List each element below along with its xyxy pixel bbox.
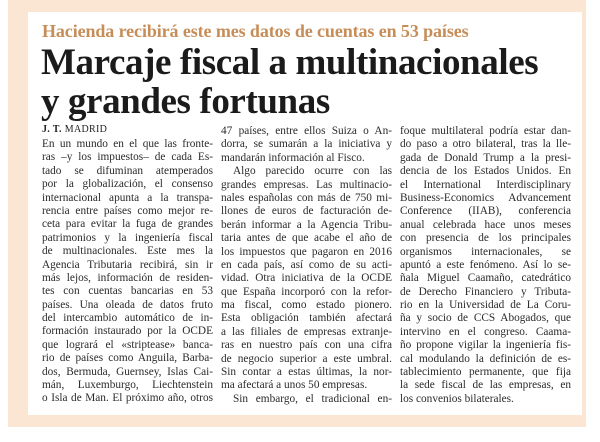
body-text-line: ma afectará a unos 50 empresas. (221, 379, 368, 392)
body-text-line: rio en la Universidad de La Coru- (400, 299, 571, 312)
body-text-line: por la globalización, el consenso (42, 178, 213, 191)
body-text-line: ras en nuestro país con una cifra (221, 339, 392, 352)
body-text-line: nales españolas con más de 750 mi- (221, 191, 392, 204)
body-text-line: que España incorporó con la refor- (221, 285, 392, 298)
body-text-line: grandes empresas. Las multinacio- (221, 178, 392, 191)
body-text-line: llones de euros de facturación de- (221, 205, 392, 218)
body-text-line: Sin embargo, el tradicional en- (233, 392, 392, 405)
body-text-line: Esta obligación también afectará (221, 312, 392, 325)
body-text-line: rio de países como Anguila, Barba- (42, 352, 213, 365)
body-text-line: organismos internacionales, se (400, 245, 571, 258)
body-text-line: Algo parecido ocurre con las (233, 165, 392, 178)
article-headline (41, 43, 538, 121)
body-text-line: ña y socio de CCS Abogados, que (400, 312, 571, 325)
body-text-line: Business-Economics Advancement (400, 191, 571, 204)
body-text-line: los convenios bilaterales. (400, 392, 514, 405)
body-text-line: de negocio superior a este umbral. (221, 352, 392, 365)
body-text-line: rencia entre países como mejor re- (42, 204, 213, 217)
body-text-line: del intercambio automático de in- (42, 312, 213, 325)
body-text-line: patrimonios y la ingeniería fiscal (42, 231, 213, 244)
body-text-line: el International Interdisciplinary (400, 178, 571, 191)
body-text-line: la sede fiscal de las empresas, en (400, 379, 571, 392)
body-text-line: formación instaurado por la OCDE (42, 325, 213, 338)
body-text-line: ceta para evitar la fuga de grandes (42, 218, 213, 231)
body-text-line: ras –y los impuestos– de cada Es- (42, 151, 213, 164)
article-clipping-frame (8, 0, 586, 427)
article-column-3 (400, 125, 571, 406)
article-kicker: Hacienda recibirá este mes datos de cuentas en 53 países (42, 21, 469, 41)
headline-line: Marcaje fiscal a multinacionales (41, 42, 539, 83)
body-text-line: o Isla de Man. El próximo año, otros (42, 392, 213, 405)
body-text-line: que logrará el «striptease» banca- (42, 338, 213, 351)
body-text-line: 47 países, entre ellos Suiza o An- (221, 125, 392, 137)
body-text-line: berán informar a la Agencia Tribu- (221, 218, 392, 231)
body-text-line: más lejos, información de residen- (42, 271, 213, 284)
body-text-line: tablecimiento permanente, que fija (400, 366, 571, 379)
body-text-line: ñala Miguel Caamaño, catedrático (400, 272, 571, 285)
body-text-line: países. Una oleada de datos fruto (42, 298, 213, 311)
body-text-line: a las filiales de empresas extranje- (221, 325, 392, 338)
body-text-line: ma fiscal, como estado pionero. (221, 299, 392, 312)
byline (42, 124, 107, 135)
body-text-line: en cada país, así como de su acti- (221, 258, 392, 271)
byline-author: J. T. (42, 124, 62, 135)
article-column-1 (42, 138, 213, 406)
body-text-line: anual celebrada hace unos meses (400, 218, 571, 231)
article-sheet (28, 12, 582, 415)
body-text-line: internacional apunta a la transpa- (42, 191, 213, 204)
body-text-line: de multinacionales. Este mes la (42, 245, 213, 258)
body-text-line: Agencia Tributaria recibirá, sin ir (42, 258, 213, 271)
body-text-line: do paso a otro bilateral, tras la lle- (400, 138, 571, 151)
byline-location: MADRID (64, 124, 108, 135)
article-column-2 (221, 125, 392, 406)
body-text-line: tes con cuentas bancarias en 53 (42, 285, 213, 298)
body-text-line: intervino en el congreso. Caama- (400, 325, 571, 338)
body-text-line: con presencia de los principales (400, 232, 571, 245)
body-text-line: cal modulando la definición de es- (400, 352, 571, 365)
body-text-line: mán, Luxemburgo, Liechtenstein (42, 379, 213, 392)
body-text-line: vidad. Otra iniciativa de la OCDE (221, 272, 392, 285)
body-text-line: Conference (IIAB), conferencia (400, 205, 571, 218)
body-text-line: ño propone vigilar la ingeniería fis- (400, 339, 571, 352)
body-text-line: dorra, se sumarán a la iniciativa y (221, 138, 392, 151)
body-text-line: de Derecho Financiero y Tributa- (400, 285, 571, 298)
body-text-line: En un mundo en el que las fronte- (42, 138, 213, 150)
body-text-line: tado se difuminan atemperados (42, 164, 213, 177)
body-text-line: dos, Bermuda, Guernsey, Islas Cai- (42, 365, 213, 378)
body-text-line: taria antes de que acabe el año de (221, 232, 392, 245)
body-text-line: foque multilateral podría estar dan- (400, 125, 571, 137)
body-text-line: apuntó a este fenómeno. Así lo se- (400, 258, 571, 271)
headline-line: y grandes fortunas (41, 81, 330, 122)
body-text-line: gada de Donald Trump a la presi- (400, 151, 571, 164)
body-text-line: dencia de los Estados Unidos. En (400, 165, 571, 178)
body-text-line: mandarán información al Fisco. (221, 151, 365, 164)
body-text-line: Sin contar a estas últimas, la nor- (221, 366, 392, 379)
body-text-line: los impuestos que pagaron en 2016 (221, 245, 392, 258)
